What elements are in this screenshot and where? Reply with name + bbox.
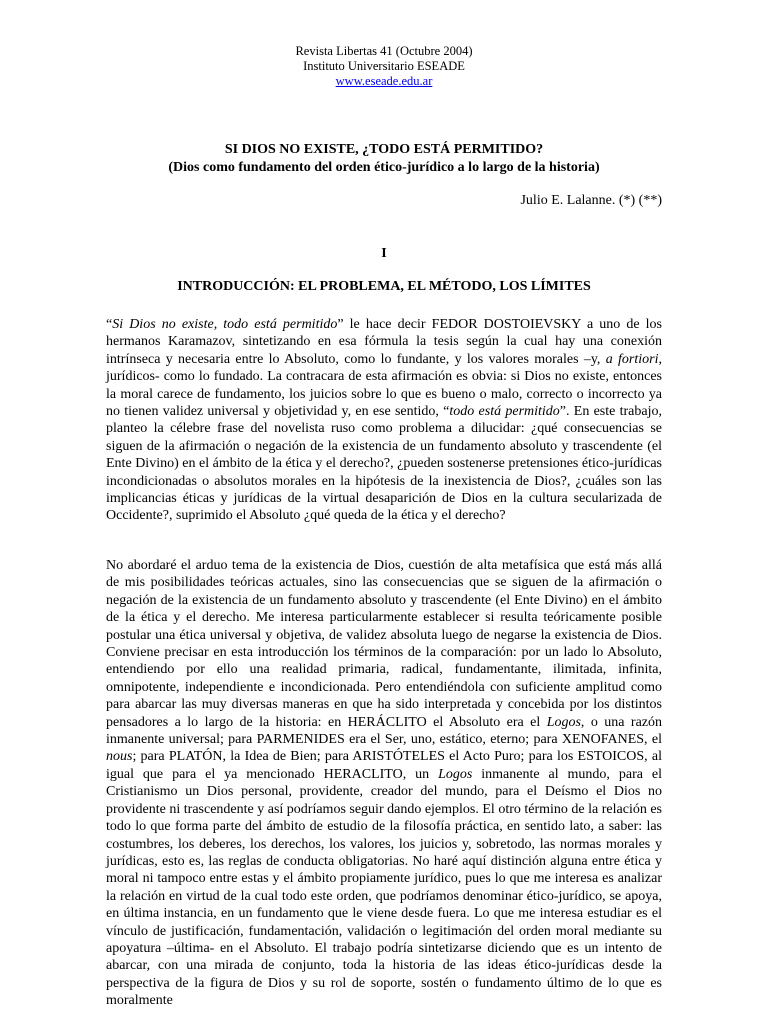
text-run: ” le hace decir FEDOR DOSTOIEVSKY a uno de los hermanos Karamazov, sintetizando en esa fórmula la tesis según la cual hay una conexión intrínseca y necesaria entre lo Absoluto, como lo fundante, y los valores morales –y,: [106, 317, 663, 367]
website-link[interactable]: www.eseade.edu.ar: [335, 74, 433, 88]
italic-run: todo está permitido: [449, 404, 560, 420]
text-run: “: [106, 317, 113, 332]
text-run: ”. En este trabajo, planteo la célebre frase del novelista ruso como problema a dilucidar: ¿qué consecuencias se siguen de la afirmación o negación de la existencia de un fundamento absoluto y trascendente (el Ente Divino) en el ámbito de la ética y el derecho?, ¿pueden sostenerse pretensiones ético-jurídicas incondicionadas o absolutos morales en la hipótesis de la inexistencia de Dios?, ¿cuáles son las implicancias éticas y jurídicas de la virtual desaparición de Dios en la cultura secularizada de Occidente?, suprimido el Absoluto ¿qué queda de la ética y el derecho?: [106, 404, 662, 524]
paragraph-1: [106, 316, 662, 525]
text-run: No abordaré el arduo tema de la existencia de Dios, cuestión de alta metafísica que está más allá de mis posibilidades teóricas actuales, sino las consecuencias que se siguen de la afirmación o negación de la existencia de un fundamento absoluto y trascendente (el Ente Divino) en el ámbito de la ética y el derecho. Me interesa particularmente establecer si resulta teóricamente posible postular una ética universal y objetiva, de validez absoluta luego de negarse la existencia de Dios. Conviene precisar en esta introducción los términos de la comparación: por un lado lo Absoluto, entendiendo por ello una realidad primaria, radical, fundamentante, ilimitada, infinita, omnipotente, independiente e incondicionada. Pero entendiéndola con suficiente amplitud como para abarcar las muy diversas maneras en que ha sido interpretada y concebida por los distintos pensadores a lo largo de la historia: en HERÁCLITO el Absoluto era el: [106, 558, 662, 730]
text-run: , jurídicos- como lo fundado. La contracara de esta afirmación es obvia: si Dios no existe, entonces la moral carece de fundamento, los juicios sobre lo que es bueno o malo, correcto o incorrecto ya no tienen validez universal y objetividad y, en ese sentido, “: [106, 351, 662, 420]
article-title: [0, 141, 768, 177]
text-run: ; para PLATÓN, la Idea de Bien; para ARISTÓTELES el Acto Puro; para los ESTOICOS, al igual que para el ya mencionado HERACLITO, un: [106, 749, 662, 782]
section-number: I: [381, 246, 387, 261]
text-run: , o una razón inmanente universal; para PARMENIDES era el Ser, uno, estático, eterno; para XENOFANES, el: [106, 714, 662, 748]
text-run: inmanente al mundo, para el Cristianismo un Dios personal, providente, creador del mundo, para el Deísmo el Dios no providente ni trascendente y así podríamos seguir dando ejemplos. El otro término de la relación es todo lo que forma parte del ámbito de estudio de la filosofía práctica, en sentido lato, a saber: las costumbres, los deberes, los derechos, los valores, los juicios y, sobretodo, las normas morales y jurídicas, esto es, las reglas de conducta obligatorias. No haré aquí distinción alguna entre ética y moral ni tampoco entre estas y el ámbito propiamente jurídico, pues lo que me interesa es analizar la relación en virtud de la cual todo este orden, que podríamos denominar ético-jurídico, se apoya, en última instancia, en un fundamento que le viene desde fuera. Lo que me interesa estudiar es el vínculo de justificación, fundamentación, validación o legitimación del orden moral mediante su apoyatura –última- en el Absoluto. El trabajo podría sintetizarse diciendo que es un intento de abarcar, con una mirada de conjunto, toda la historia de las ideas ético-jurídicas desde la perspectiva de la figura de Dios y su rol de soporte, sostén o fundamento último de lo que es moralmente: [106, 766, 663, 1009]
italic-run: a fortiori: [605, 351, 659, 367]
author-line: Julio E. Lalanne. (*) (**): [520, 193, 662, 208]
paragraph-2: [106, 557, 662, 1010]
section-heading: INTRODUCCIÓN: EL PROBLEMA, EL MÉTODO, LOS LÍMITES: [177, 279, 591, 294]
italic-run: Logos: [546, 714, 581, 730]
institute-name: Instituto Universitario ESEADE: [303, 59, 465, 73]
italic-run: nous: [106, 749, 133, 765]
journal-header: [0, 44, 768, 89]
italic-run: Logos: [438, 766, 473, 782]
journal-name: Revista Libertas 41 (Octubre 2004): [295, 44, 473, 58]
title-subtitle: (Dios como fundamento del orden ético-jurídico a lo largo de la historia): [168, 160, 600, 175]
title-main: SI DIOS NO EXISTE, ¿TODO ESTÁ PERMITIDO?: [224, 142, 544, 157]
italic-run: Si Dios no existe, todo está permitido: [112, 317, 338, 332]
